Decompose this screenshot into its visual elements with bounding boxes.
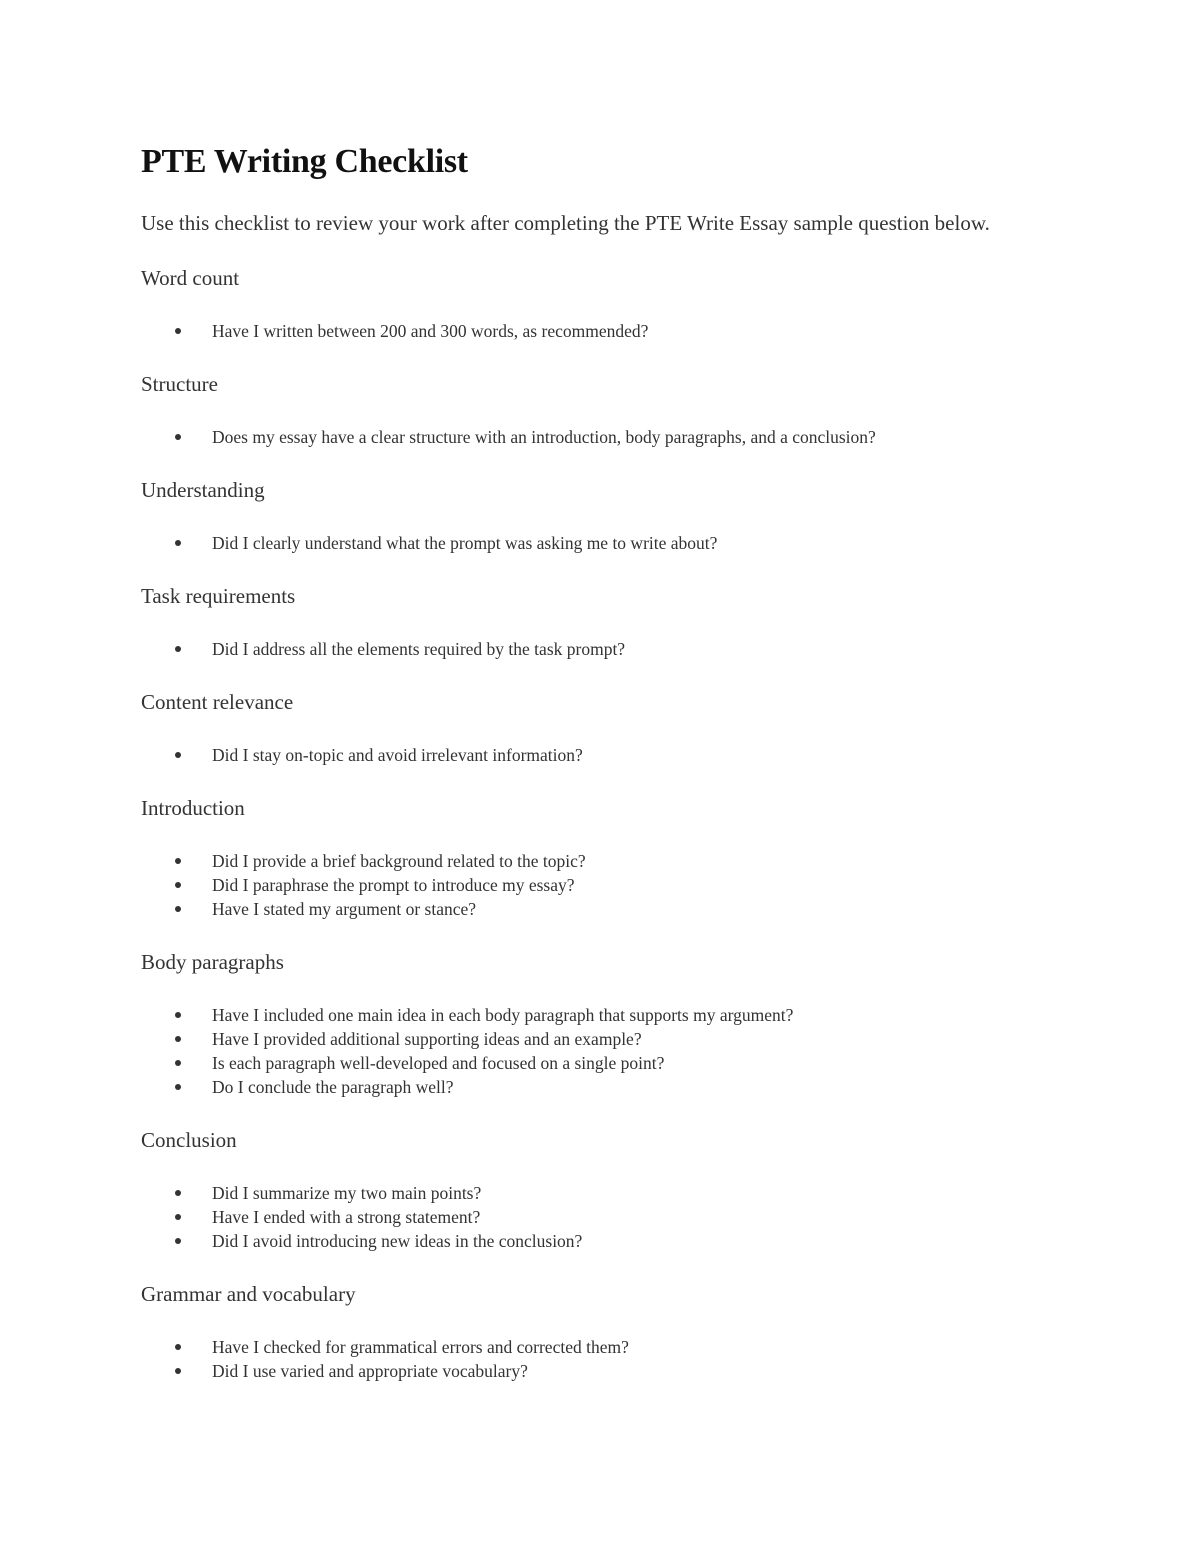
list-item-text: Did I summarize my two main points?	[212, 1183, 482, 1203]
checklist-section	[141, 265, 1041, 343]
bullet-icon	[175, 1214, 181, 1220]
section-heading: Word count	[141, 266, 240, 290]
checklist-section	[141, 949, 1041, 1099]
list-item	[141, 1075, 1041, 1099]
list-item	[141, 1051, 1041, 1075]
section-heading: Conclusion	[141, 1128, 237, 1152]
section-heading: Task requirements	[141, 584, 296, 608]
checklist-sections	[141, 265, 1041, 1383]
checklist-list	[141, 319, 1041, 343]
list-item-text: Is each paragraph well-developed and focused on a single point?	[212, 1053, 665, 1073]
list-item	[141, 531, 1041, 555]
page-title: PTE Writing Checklist	[141, 143, 468, 180]
list-item-text: Does my essay have a clear structure with an introduction, body paragraphs, and a conclusion?	[212, 427, 876, 447]
intro-paragraph: Use this checklist to review your work after completing the PTE Write Essay sample question below.	[141, 211, 990, 235]
bullet-icon	[175, 328, 181, 334]
list-item-text: Have I written between 200 and 300 words, as recommended?	[212, 321, 649, 341]
bullet-icon	[175, 752, 181, 758]
list-item	[141, 425, 1041, 449]
bullet-icon	[175, 1012, 181, 1018]
list-item	[141, 1003, 1041, 1027]
list-item-text: Have I included one main idea in each body paragraph that supports my argument?	[212, 1005, 794, 1025]
bullet-icon	[175, 882, 181, 888]
checklist-list	[141, 1003, 1041, 1099]
bullet-icon	[175, 1036, 181, 1042]
bullet-icon	[175, 1238, 181, 1244]
section-heading: Understanding	[141, 478, 265, 502]
checklist-section	[141, 795, 1041, 921]
checklist-list	[141, 743, 1041, 767]
bullet-icon	[175, 906, 181, 912]
list-item-text: Did I clearly understand what the prompt was asking me to write about?	[212, 533, 718, 553]
checklist-list	[141, 1335, 1041, 1383]
document-page	[141, 142, 1041, 1411]
bullet-icon	[175, 858, 181, 864]
bullet-icon	[175, 540, 181, 546]
bullet-icon	[175, 1344, 181, 1350]
section-heading: Content relevance	[141, 690, 294, 714]
checklist-list	[141, 1181, 1041, 1253]
list-item-text: Did I paraphrase the prompt to introduce my essay?	[212, 875, 575, 895]
checklist-section	[141, 689, 1041, 767]
bullet-icon	[175, 646, 181, 652]
bullet-icon	[175, 434, 181, 440]
checklist-section	[141, 371, 1041, 449]
list-item-text: Did I provide a brief background related to the topic?	[212, 851, 586, 871]
checklist-list	[141, 425, 1041, 449]
list-item-text: Did I avoid introducing new ideas in the conclusion?	[212, 1231, 583, 1251]
list-item-text: Have I provided additional supporting ideas and an example?	[212, 1029, 642, 1049]
list-item	[141, 1335, 1041, 1359]
section-heading: Structure	[141, 372, 218, 396]
list-item	[141, 873, 1041, 897]
list-item	[141, 1229, 1041, 1253]
checklist-list	[141, 849, 1041, 921]
list-item	[141, 637, 1041, 661]
list-item-text: Did I stay on-topic and avoid irrelevant information?	[212, 745, 583, 765]
section-heading: Grammar and vocabulary	[141, 1282, 356, 1306]
list-item	[141, 319, 1041, 343]
list-item	[141, 849, 1041, 873]
list-item-text: Have I ended with a strong statement?	[212, 1207, 481, 1227]
bullet-icon	[175, 1084, 181, 1090]
checklist-list	[141, 637, 1041, 661]
section-heading: Body paragraphs	[141, 950, 284, 974]
bullet-icon	[175, 1190, 181, 1196]
list-item	[141, 1027, 1041, 1051]
checklist-section	[141, 583, 1041, 661]
list-item	[141, 743, 1041, 767]
list-item	[141, 1359, 1041, 1383]
section-heading: Introduction	[141, 796, 245, 820]
checklist-section	[141, 1281, 1041, 1383]
checklist-list	[141, 531, 1041, 555]
list-item-text: Did I address all the elements required by the task prompt?	[212, 639, 626, 659]
list-item	[141, 897, 1041, 921]
list-item-text: Have I checked for grammatical errors and corrected them?	[212, 1337, 629, 1357]
list-item	[141, 1181, 1041, 1205]
bullet-icon	[175, 1368, 181, 1374]
checklist-section	[141, 1127, 1041, 1253]
list-item-text: Have I stated my argument or stance?	[212, 899, 477, 919]
list-item	[141, 1205, 1041, 1229]
bullet-icon	[175, 1060, 181, 1066]
checklist-section	[141, 477, 1041, 555]
list-item-text: Do I conclude the paragraph well?	[212, 1077, 454, 1097]
list-item-text: Did I use varied and appropriate vocabulary?	[212, 1361, 528, 1381]
